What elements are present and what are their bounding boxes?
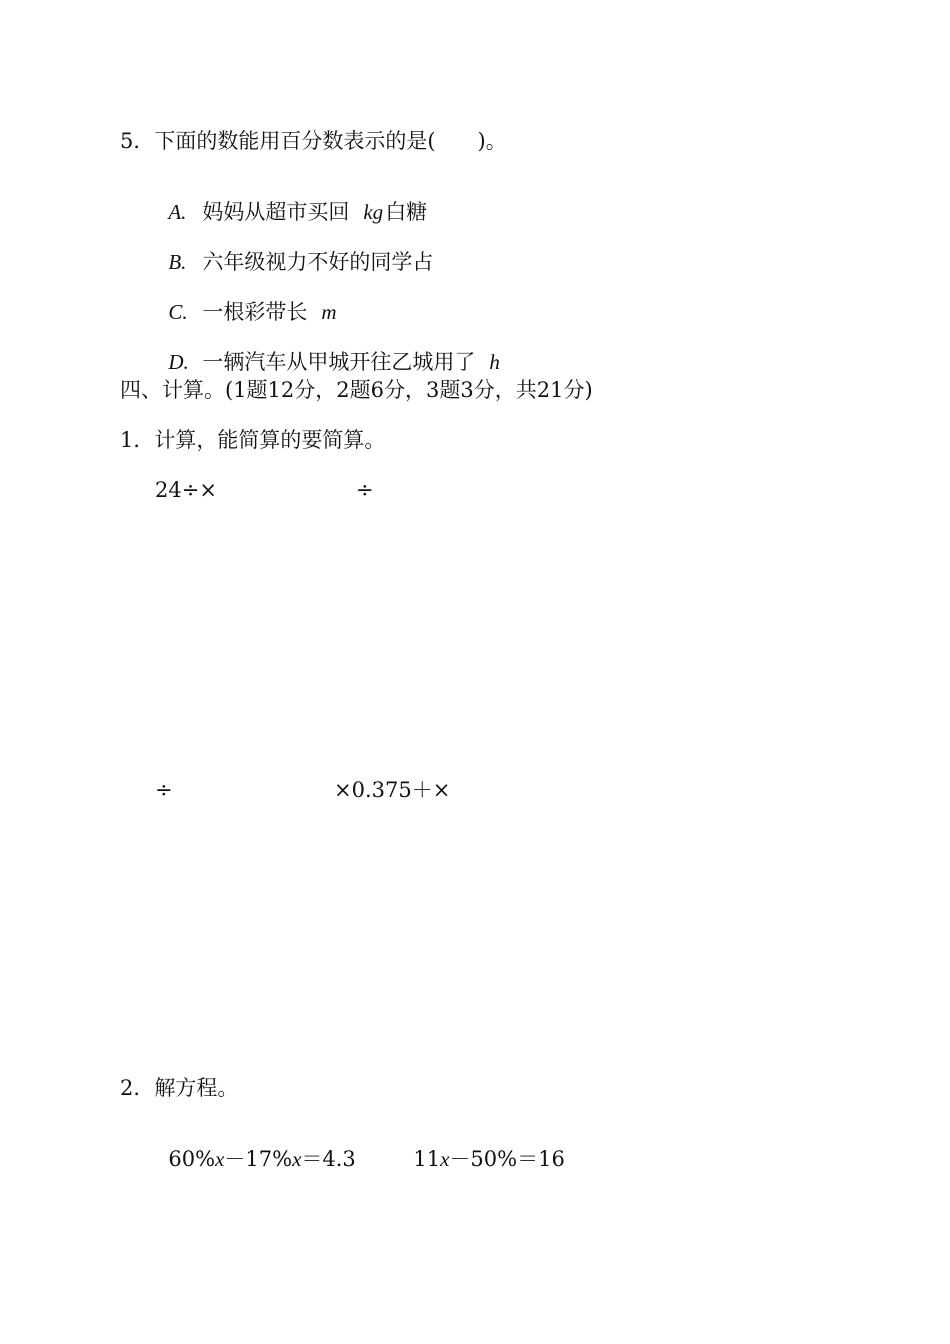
question-5-option-a xyxy=(155,181,427,223)
question-5-option-d xyxy=(155,331,500,373)
option-text: 一辆汽车从甲城开往乙城用了 xyxy=(202,350,476,374)
equation-variable: x xyxy=(292,1147,302,1171)
option-unit: m xyxy=(321,300,337,324)
equation-part: 60% xyxy=(168,1147,216,1171)
question-5-stem: 5．下面的数能用百分数表示的是( )。 xyxy=(120,129,507,153)
option-letter: D. xyxy=(168,350,189,374)
equation-variable: x xyxy=(440,1147,450,1171)
problem-1-heading: 1．计算，能简算的要简算。 xyxy=(120,428,386,452)
expression-a: 24÷× xyxy=(155,478,217,502)
equation-1 xyxy=(155,1128,356,1170)
section-4-heading: 四、计算。(1题12分，2题6分，3题3分，共21分) xyxy=(120,378,593,402)
option-letter: A. xyxy=(168,200,187,224)
option-letter: C. xyxy=(168,300,188,324)
equation-part: －50%＝16 xyxy=(449,1147,565,1171)
option-text: 妈妈从超市买回 xyxy=(202,200,350,224)
option-unit: kg xyxy=(363,200,384,224)
equation-part: 11 xyxy=(413,1147,441,1171)
option-text: 六年级视力不好的同学占 xyxy=(202,250,434,274)
problem-2-heading: 2．解方程。 xyxy=(120,1076,239,1100)
expression-c: ÷ xyxy=(155,778,173,802)
expression-d: ×0.375＋× xyxy=(334,778,451,802)
option-unit: h xyxy=(489,350,500,374)
equation-part: －17% xyxy=(224,1147,293,1171)
expression-b: ÷ xyxy=(356,478,374,502)
option-suffix: 白糖 xyxy=(385,200,428,224)
equation-variable: x xyxy=(215,1147,225,1171)
question-5-option-b xyxy=(155,231,433,273)
question-5-option-c xyxy=(155,281,337,323)
option-letter: B. xyxy=(168,250,187,274)
equation-2 xyxy=(400,1128,565,1170)
equation-part: ＝4.3 xyxy=(301,1147,356,1171)
option-text: 一根彩带长 xyxy=(202,300,308,324)
